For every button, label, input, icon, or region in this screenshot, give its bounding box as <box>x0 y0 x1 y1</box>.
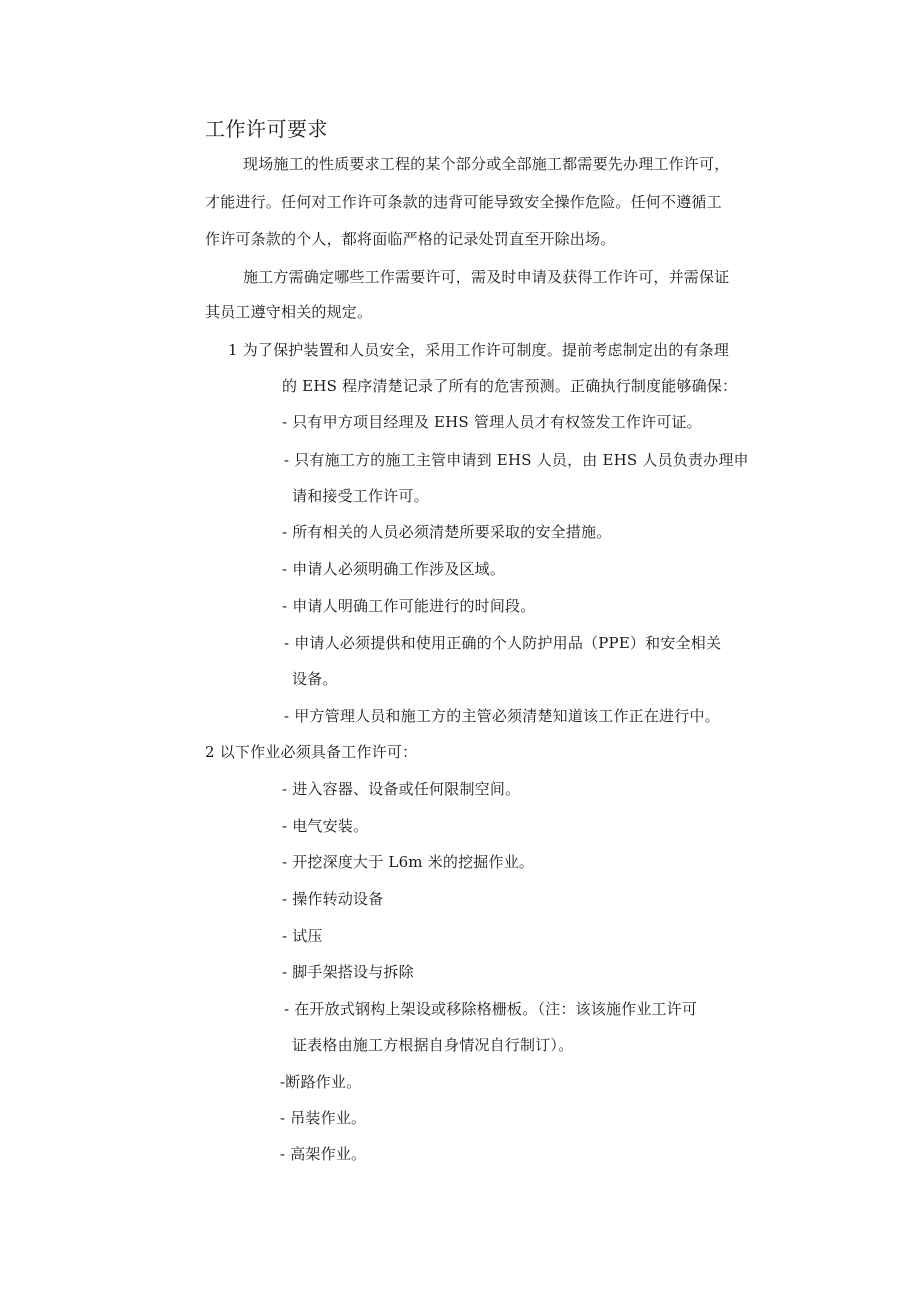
section-2-list-item: - 在开放式钢构上架设或移除格栅板。（注：该该施作业工许可 <box>284 1000 698 1018</box>
section-1-list-item: - 只有甲方项目经理及 EHS 管理人员才有权签发工作许可证。 <box>282 413 702 431</box>
intro-paragraph-1-line-3: 作许可条款的个人，都将面临严格的记录处罚直至开除出场。 <box>205 230 616 248</box>
section-2-heading: 2 以下作业必须具备工作许可： <box>205 743 418 761</box>
section-1-list-item: - 只有施工方的施工主管申请到 EHS 人员，由 EHS 人员负责办理申 <box>284 451 749 469</box>
page-title: 工作许可要求 <box>205 117 328 141</box>
section-1-list-item: - 申请人明确工作可能进行的时间段。 <box>282 597 536 615</box>
section-2-list-item: -断路作业。 <box>280 1073 362 1091</box>
section-2-list-item: - 进入容器、设备或任何限制空间。 <box>282 780 521 798</box>
section-2-list-item: - 高架作业。 <box>280 1145 367 1163</box>
section-1-list-item: - 申请人必须明确工作涉及区域。 <box>282 560 506 578</box>
section-1-heading-line-1: 1 为了保护装置和人员安全，采用工作许可制度。提前考虑制定出的有条理 <box>228 341 730 359</box>
section-2-list-item: - 操作转动设备 <box>282 890 384 908</box>
section-1-list-item: - 甲方管理人员和施工方的主管必须清楚知道该工作正在进行中。 <box>284 707 720 725</box>
intro-paragraph-2-line-2: 其员工遵守相关的规定。 <box>205 303 373 321</box>
section-1-list-item-continuation: 设备。 <box>292 670 338 688</box>
section-2-list-item: - 试压 <box>282 927 323 945</box>
section-1-list-item: - 申请人必须提供和使用正确的个人防护用品（PPE）和安全相关 <box>284 634 722 652</box>
section-2-list-item: - 电气安装。 <box>282 817 369 835</box>
intro-paragraph-2-line-1: 施工方需确定哪些工作需要许可，需及时申请及获得工作许可，并需保证 <box>243 268 730 286</box>
section-1-list-item: - 所有相关的人员必须清楚所要采取的安全措施。 <box>282 523 612 541</box>
section-2-list-item-continuation: 证表格由施工方根据自身情况自行制订）。 <box>292 1036 574 1054</box>
section-1-heading-line-2: 的 EHS 程序清楚记录了所有的危害预测。正确执行制度能够确保： <box>282 377 738 395</box>
section-2-list-item: - 吊装作业。 <box>280 1109 367 1127</box>
intro-paragraph-1-line-1: 现场施工的性质要求工程的某个部分或全部施工都需要先办理工作许可， <box>243 155 730 173</box>
section-2-list-item: - 开挖深度大于 L6m 米的挖掘作业。 <box>282 853 535 871</box>
intro-paragraph-1-line-2: 才能进行。任何对工作许可条款的违背可能导致安全操作危险。任何不遵循工 <box>205 193 722 211</box>
section-2-list-item: - 脚手架搭设与拆除 <box>282 963 414 981</box>
section-1-list-item-continuation: 请和接受工作许可。 <box>292 487 429 505</box>
